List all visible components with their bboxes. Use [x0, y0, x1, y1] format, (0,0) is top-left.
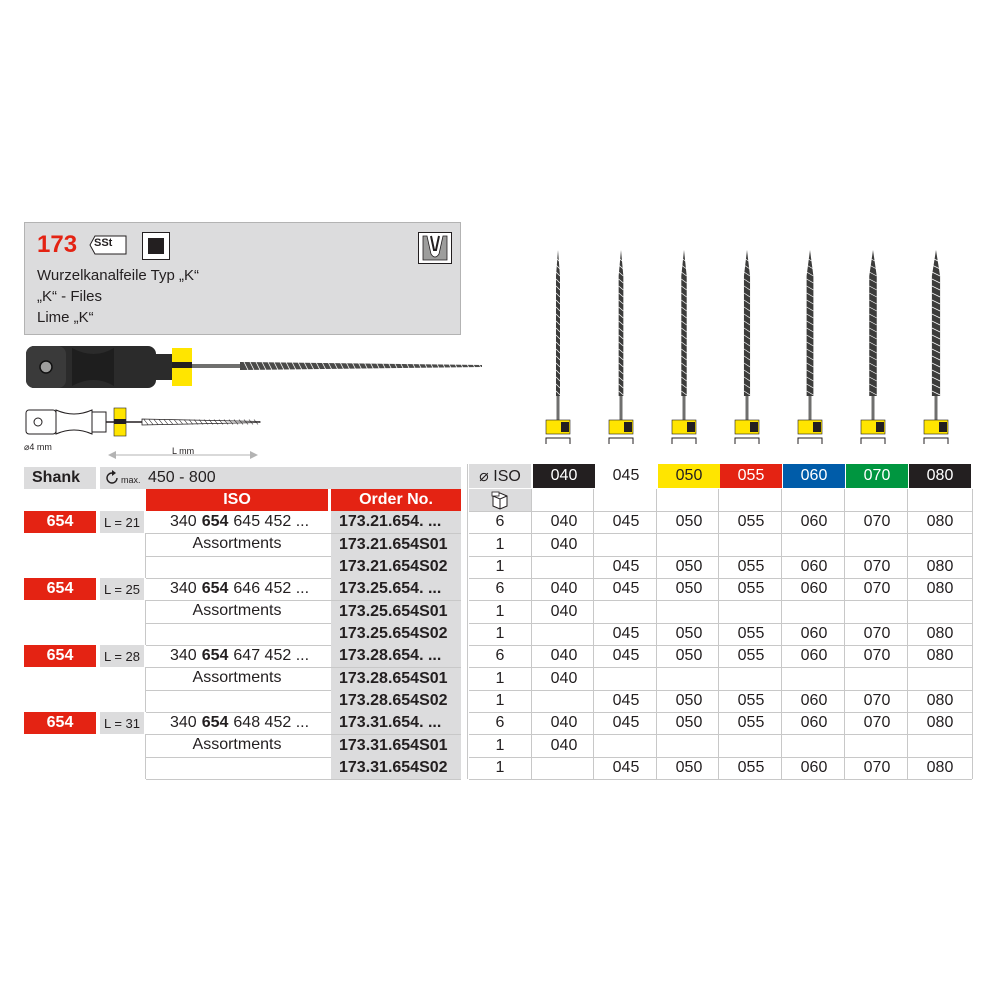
package-quantity: 1: [495, 736, 505, 754]
iso-number-suffix: 647 452 ...: [233, 647, 310, 664]
product-header: [24, 222, 461, 335]
iso-size-value: 055: [737, 692, 765, 709]
iso-size-value: [909, 668, 971, 690]
iso-size-value: 050: [675, 714, 703, 731]
length-label: L = 28: [103, 648, 141, 664]
iso-size-value: 060: [800, 513, 828, 530]
iso-size-value: 055: [737, 625, 765, 642]
iso-size-value: 045: [612, 647, 640, 664]
description-fr: Lime „K“: [37, 309, 94, 326]
iso-size-value: 050: [675, 580, 703, 597]
package-quantity: 1: [495, 759, 505, 776]
speed-prefix: max.: [121, 475, 141, 485]
iso-size-value: 040: [550, 669, 578, 687]
k-file-line-drawing: [24, 402, 274, 442]
row-divider: [146, 779, 461, 780]
order-number: 173.28.654. ...: [339, 647, 442, 664]
order-no-column-header: Order No.: [331, 489, 461, 511]
shank-code-badge: 654: [24, 645, 96, 667]
iso-size-value: 040: [550, 535, 578, 553]
iso-number-bold: 654: [201, 513, 229, 530]
iso-size-value: 060: [800, 558, 828, 575]
length-label: L = 21: [103, 514, 141, 530]
column-divider: [781, 489, 782, 779]
shank-code-badge: 654: [24, 712, 96, 734]
iso-instrument-050: [672, 250, 696, 444]
iso-instrument-080: [924, 250, 948, 444]
assortments-label: Assortments: [192, 736, 282, 753]
iso-size-value: [783, 735, 845, 757]
iso-size-value: [658, 735, 720, 757]
iso-size-header-040: 040: [533, 464, 595, 488]
iso-size-value: [783, 534, 845, 556]
iso-size-value: 080: [926, 513, 954, 530]
iso-size-value: 040: [550, 580, 578, 597]
iso-size-value: 080: [926, 759, 954, 776]
order-number: 173.28.654S02: [339, 692, 448, 709]
iso-size-value: [783, 668, 845, 690]
iso-size-value: [595, 601, 657, 623]
iso-size-value: 080: [926, 625, 954, 642]
iso-number-prefix: 340: [170, 580, 197, 597]
iso-size-value: 040: [550, 736, 578, 754]
description-en: „K“ - Files: [37, 288, 102, 305]
column-divider: [467, 464, 468, 779]
iso-size-value: 070: [863, 558, 891, 575]
iso-size-value: 060: [800, 759, 828, 776]
speed-range: 450 - 800: [148, 469, 216, 486]
order-number: 173.25.654S01: [339, 602, 448, 620]
iso-size-value: 080: [926, 714, 954, 731]
iso-size-value: [783, 601, 845, 623]
column-divider: [656, 489, 657, 779]
iso-number-bold: 654: [201, 647, 229, 664]
order-number: 173.21.654S02: [339, 558, 448, 575]
iso-instrument-040: [546, 250, 570, 444]
iso-size-value: [658, 601, 720, 623]
column-divider: [844, 489, 845, 779]
iso-size-value: 055: [737, 513, 765, 530]
iso-size-instruments: [532, 246, 972, 456]
iso-size-value: [846, 601, 908, 623]
iso-size-value: 080: [926, 647, 954, 664]
iso-size-value: [846, 735, 908, 757]
iso-size-value: 060: [800, 714, 828, 731]
order-number: 173.31.654. ...: [339, 714, 442, 731]
iso-size-value: 070: [863, 625, 891, 642]
order-number: 173.28.654S01: [339, 669, 448, 687]
package-quantity: 1: [495, 692, 505, 709]
iso-size-value: 055: [737, 580, 765, 597]
iso-size-value: 070: [863, 692, 891, 709]
iso-instrument-045: [609, 250, 633, 444]
iso-size-value: [909, 601, 971, 623]
order-number: 173.25.654. ...: [339, 580, 442, 597]
iso-size-value: 055: [737, 558, 765, 575]
package-quantity: 1: [495, 669, 505, 687]
iso-size-value: [720, 601, 782, 623]
package-quantity: 6: [495, 647, 505, 664]
iso-size-value: 080: [926, 692, 954, 709]
iso-number-suffix: 648 452 ...: [233, 714, 310, 731]
diameter-label: ⌀4 mm: [24, 442, 52, 452]
package-quantity: 6: [495, 580, 505, 597]
square-symbol-icon: [142, 232, 170, 260]
iso-column-header: ISO: [146, 489, 328, 511]
iso-size-value: [595, 668, 657, 690]
iso-size-header-060: 060: [783, 464, 845, 488]
iso-size-value: [909, 735, 971, 757]
iso-size-value: 070: [863, 647, 891, 664]
assortments-label: Assortments: [192, 669, 282, 686]
iso-size-value: 040: [550, 602, 578, 620]
iso-number-bold: 654: [201, 714, 229, 731]
package-quantity: 6: [495, 714, 505, 731]
iso-size-value: [595, 735, 657, 757]
order-number: 173.25.654S02: [339, 625, 448, 642]
shank-code-badge: 654: [24, 578, 96, 600]
iso-size-value: 060: [800, 625, 828, 642]
iso-size-value: 060: [800, 580, 828, 597]
iso-size-value: 040: [550, 513, 578, 530]
iso-size-value: 050: [675, 647, 703, 664]
iso-size-value: [658, 668, 720, 690]
package-quantity: 6: [495, 513, 505, 530]
iso-size-value: 060: [800, 647, 828, 664]
iso-size-value: 055: [737, 647, 765, 664]
iso-size-value: 070: [863, 714, 891, 731]
order-number: 173.31.654S02: [339, 759, 448, 776]
row-divider: [24, 533, 144, 534]
iso-size-value: 055: [737, 714, 765, 731]
iso-size-value: 040: [550, 647, 578, 664]
iso-number-bold: 654: [201, 580, 229, 597]
length-label: L = 31: [103, 715, 141, 731]
iso-size-value: 040: [550, 714, 578, 731]
iso-size-value: [533, 623, 595, 645]
row-divider: [469, 779, 972, 780]
iso-number-prefix: 340: [170, 714, 197, 731]
iso-number: [170, 645, 309, 667]
iso-size-value: 070: [863, 513, 891, 530]
package-quantity: 1: [495, 535, 505, 553]
iso-size-value: 050: [675, 759, 703, 776]
iso-number: [170, 578, 309, 600]
k-file-instrument-image: [24, 340, 484, 400]
iso-size-value: 080: [926, 558, 954, 575]
order-number: 173.21.654S01: [339, 535, 448, 553]
diameter-iso-header: ⌀ ISO: [479, 468, 521, 485]
row-divider: [24, 667, 144, 668]
iso-size-header-055: 055: [720, 464, 782, 488]
iso-size-value: 050: [675, 692, 703, 709]
order-number: 173.21.654. ...: [339, 513, 442, 530]
row-divider: [24, 600, 144, 601]
iso-size-value: [533, 757, 595, 779]
iso-size-value: 045: [612, 759, 640, 776]
iso-size-value: 045: [612, 513, 640, 530]
iso-size-value: 055: [737, 759, 765, 776]
iso-number-suffix: 646 452 ...: [233, 580, 310, 597]
iso-size-value: 045: [612, 580, 640, 597]
package-quantity: 1: [495, 558, 505, 575]
iso-size-header-050: 050: [658, 464, 720, 488]
length-label: L mm: [172, 446, 195, 456]
order-number: 173.31.654S01: [339, 736, 448, 754]
package-quantity: 1: [495, 602, 505, 620]
iso-instrument-060: [798, 250, 822, 444]
iso-size-value: 045: [612, 714, 640, 731]
iso-size-value: [720, 668, 782, 690]
iso-size-value: 050: [675, 513, 703, 530]
iso-size-header-070: 070: [846, 464, 908, 488]
iso-size-value: [533, 690, 595, 712]
iso-size-value: 080: [926, 580, 954, 597]
column-divider: [531, 489, 532, 779]
iso-size-value: 045: [612, 625, 640, 642]
rotation-speed-icon: [104, 470, 120, 486]
column-divider: [593, 489, 594, 779]
iso-size-header-045: 045: [595, 464, 657, 488]
iso-size-value: [533, 556, 595, 578]
iso-number-prefix: 340: [170, 647, 197, 664]
iso-number-prefix: 340: [170, 513, 197, 530]
root-canal-icon: [418, 232, 452, 264]
package-quantity: 1: [495, 625, 505, 642]
iso-size-value: 070: [863, 580, 891, 597]
column-divider: [907, 489, 908, 779]
iso-size-value: [658, 534, 720, 556]
iso-size-value: 050: [675, 558, 703, 575]
product-number: 173: [37, 231, 78, 258]
assortments-label: Assortments: [192, 535, 282, 552]
column-divider: [718, 489, 719, 779]
iso-instrument-070: [861, 250, 885, 444]
iso-size-value: 045: [612, 692, 640, 709]
iso-size-value: [595, 534, 657, 556]
iso-number: [170, 511, 309, 533]
shank-label: Shank: [32, 469, 81, 486]
row-divider: [24, 734, 144, 735]
iso-size-value: 050: [675, 625, 703, 642]
length-label: L = 25: [103, 581, 141, 597]
shank-code-badge: 654: [24, 511, 96, 533]
iso-size-header-080: 080: [909, 464, 971, 488]
iso-size-value: 045: [612, 558, 640, 575]
iso-size-value: [720, 534, 782, 556]
material-label: SSt: [94, 237, 113, 249]
row-divider: [469, 511, 972, 512]
iso-size-value: 060: [800, 692, 828, 709]
column-divider: [972, 489, 973, 779]
package-box-icon: [490, 490, 510, 510]
iso-instrument-055: [735, 250, 759, 444]
description-de: Wurzelkanalfeile Typ „K“: [37, 267, 200, 284]
iso-size-value: [720, 735, 782, 757]
iso-number: [170, 712, 309, 734]
iso-size-value: [846, 534, 908, 556]
iso-size-value: [909, 534, 971, 556]
assortments-label: Assortments: [192, 602, 282, 619]
iso-number-suffix: 645 452 ...: [233, 513, 310, 530]
iso-size-value: 070: [863, 759, 891, 776]
iso-size-value: [846, 668, 908, 690]
